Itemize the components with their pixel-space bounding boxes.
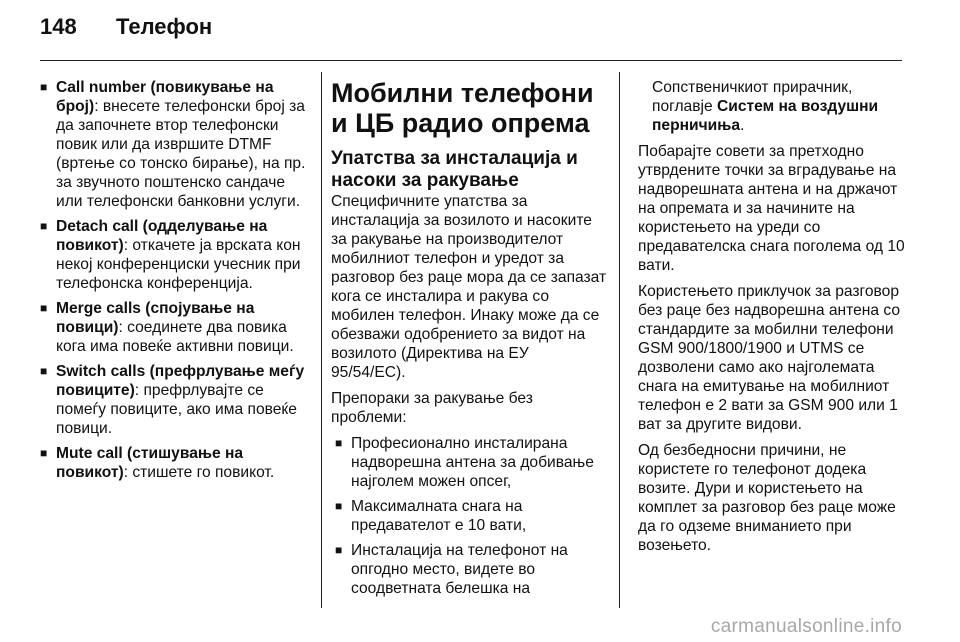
list-item [40,78,308,211]
option-term: Switch calls (префрлување меѓу повиците) [56,363,305,399]
watermark: carmanualsonline.info [710,616,902,637]
list-item [40,362,308,438]
subsection-heading: Упатства за инсталација и насоки за ракување [331,148,578,191]
option-text: : префрлувајте се помеѓу повиците, ако има повеќе повици. [56,382,297,437]
list-item: ■ Професионално инсталирана надворешна антена за добивање најголем можен опсег, [331,434,607,491]
option-term: Detach call (одделување на повикот) [56,218,268,254]
list-item: ■ Инсталација на телефонот на опгодно место, видете во соодветната белешка на [331,541,607,598]
recommendations-list [331,434,607,598]
list-item [40,217,308,293]
list-item: ■ Максималната снага на предавателот е 10 вати, [331,497,607,535]
continued-paragraph [638,78,910,135]
option-term: Mute call (стишување на повикот) [56,445,244,481]
list-item [40,299,308,356]
option-text: : откачете ја врската кон некој конференциски учесник при телефонска конференција. [56,237,301,292]
paragraph: Користењето приклучок за разговор без раце без надворешна антена со стандардите за мобилни телефони GSM 900/1800/1900 и UTMS се дозволени само ако најголемата снага на емитување на мобилниот телефон е 2 вати за GSM 900 или 1 ват за другите видови. [638,283,901,433]
option-text: : стишете го повикот. [123,464,275,481]
paragraph: Препораки за ракување без проблеми: [331,390,533,426]
column-1 [40,78,308,488]
page-number: 148 [40,14,77,39]
paragraph: Од безбедносни причини, не користете го телефонот додека возите. Дури и користењето на комплет за разговор без раце може да го одземе вниманието при возењето. [638,442,896,554]
option-text: : соединете два повика кога има повеќе активни повици. [56,319,294,355]
option-text: : внесете телефонски број за да започнете втор телефонски повик или да извршите DTMF (вртење со тонско бирање), на пр. за звучното поштенско сандаче или телефонски банковни услуги. [56,98,306,210]
continued-end: . [740,117,745,134]
continued-text: Сопственичкиот прирачник, поглавје [652,79,853,115]
column-divider-1 [321,72,322,608]
section-heading: Мобилни телефони и ЦБ радио опрема [331,78,594,138]
column-2 [331,78,607,604]
paragraph: Побарајте совети за претходно утврдените точки за вградување на надворешната антена и на држачот на опремата и за начините на користењето на уреди со предавателска снага поголема од 10 вати. [638,143,905,274]
option-term: Merge calls (спојување на повици) [56,300,255,336]
section-title: Телефон [116,14,213,39]
header-rule [40,60,902,61]
call-options-list [40,78,308,482]
option-term: Call number (повикување на број) [56,79,274,115]
page-header [40,14,212,50]
chapter-reference: Систем на воздушни перничиња [652,98,879,134]
paragraph: Специфичните упатства за инсталација за возилото и насоките за ракување на производителот мобилниот телефон и уредот за разговор без раце мора да се запазат кога се инсталира и ракува со мобилен телефон. Инаку може да се обезважи одобрението за видот на возилото (Директива на ЕУ 95/54/EC). [331,193,607,381]
column-3 [638,78,910,562]
column-divider-2 [619,72,620,608]
list-item [40,444,308,482]
